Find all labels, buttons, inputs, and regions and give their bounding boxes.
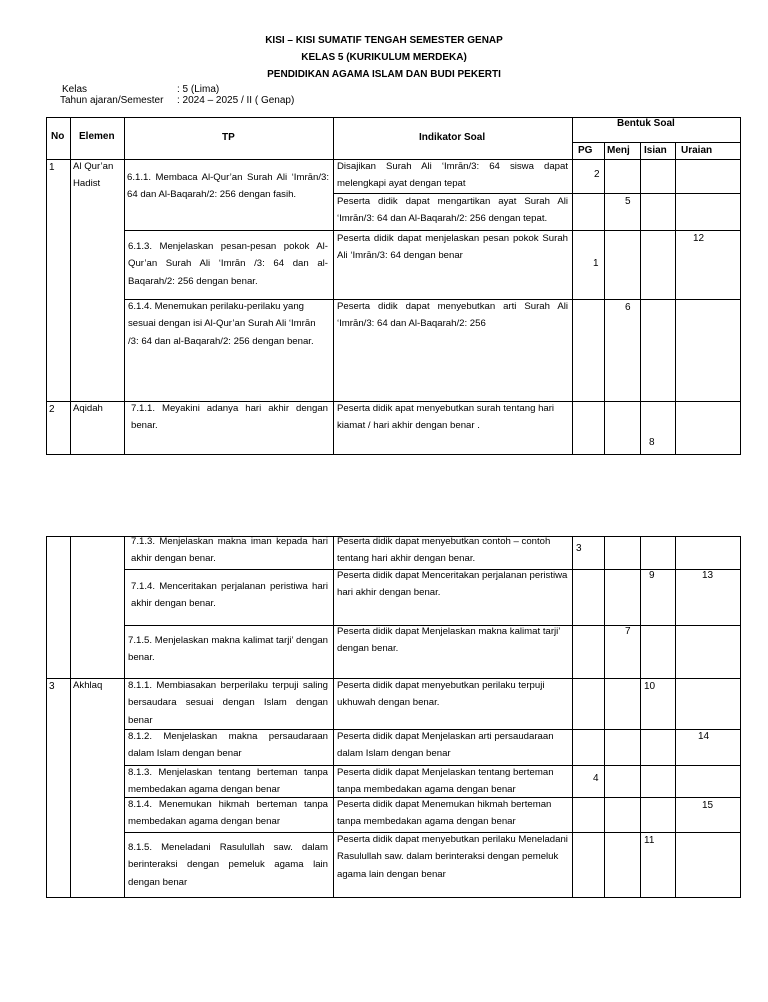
col-header-no: No [51,131,65,142]
tp-cell: 8.1.3. Menjelaskan tentang berteman tanpa membedakan agama dengan benar [128,767,328,796]
row-number: 2 [49,404,55,415]
tahun-label: Tahun ajaran/Semester [60,95,164,106]
indikator-cell: Disajikan Surah Ali ‘Imrān/3: 64 siswa dapat melengkapi ayat dengan tepat [337,161,568,190]
kelas-label: Kelas [62,84,88,95]
indikator-cell: Peserta didik dapat Menemukan hikmah berteman tanpa membedakan agama dengan benar [337,799,552,828]
indikator-cell: Peserta didik dapat Menjelaskan makna kalimat tarji’ dengan benar. [337,626,561,655]
pg-value: 2 [594,169,600,180]
tp-cell: 6.1.3. Menjelaskan pesan-pesan pokok Al-Qur’an Surah Ali ‘Imrān /3: 64 dan al-Baqarah/2: 256 dengan benar. [128,241,328,287]
indikator-cell: Peserta didik dapat mengartikan ayat Surah Ali ‘Imrān/3: 64 dan Al-Baqarah/2: 256 dengan tepat. [337,196,568,225]
indikator-cell: Peserta didik apat menyebutkan surah tentang hari kiamat / hari akhir dengan benar . [337,403,555,432]
kelas-value: : 5 (Lima) [177,84,220,95]
col-header-menj: Menj [607,145,630,156]
row-number: 1 [49,162,55,173]
col-header-isian: Isian [644,145,667,156]
indikator-cell: Peserta didik dapat menjelaskan pesan pokok Surah Ali ‘Imrān/3: 64 dengan benar [337,233,568,262]
pg-value: 3 [576,543,582,554]
tp-cell [127,169,329,204]
isian-value: 9 [649,570,655,581]
col-header-bentuk-soal: Bentuk Soal [617,118,675,129]
col-header-tp: TP [222,132,235,143]
uraian-value: 13 [702,570,714,581]
tp-cell: 7.1.5. Menjelaskan makna kalimat tarji’ dengan benar. [128,635,328,664]
isian-value: 10 [644,681,656,692]
menj-value: 5 [625,196,631,207]
menj-value: 6 [625,302,631,313]
uraian-value: 14 [698,731,710,742]
tp-cell: 6.1.4. Menemukan perilaku-perilaku yang sesuai dengan isi Al-Qur’an Surah Ali ‘Imrān /3: 64 dan al-Baqarah/2: 256 dengan benar. [128,301,316,347]
document-title: KISI – KISI SUMATIF TENGAH SEMESTER GENAP [265,35,503,46]
indikator-cell: Peserta didik dapat menyebutkan contoh – contoh tentang hari akhir dengan benar. [337,536,551,565]
uraian-value: 12 [693,233,705,244]
indikator-cell: Peserta didik dapat menyebutkan perilaku Meneladani Rasulullah saw. dalam berinteraksi dengan pemeluk agama lain dengan benar [337,834,568,880]
document-subtitle-class: KELAS 5 (KURIKULUM MERDEKA) [301,52,467,63]
tahun-value: : 2024 – 2025 / II ( Genap) [177,95,295,106]
indikator-cell: Peserta didik dapat Menjelaskan tentang berteman tanpa membedakan agama dengan benar [337,767,554,796]
document-subtitle-subject: PENDIDIKAN AGAMA ISLAM DAN BUDI PEKERTI [267,69,501,80]
elemen-cell: Al Qur’an Hadist [73,161,114,190]
col-header-uraian: Uraian [681,145,713,156]
menj-value: 7 [625,626,631,637]
uraian-value: 15 [702,800,714,811]
tp-cell: 7.1.3. Menjelaskan makna iman kepada hari akhir dengan benar. [131,536,328,565]
isian-value: 11 [644,835,655,846]
tp-cell: 7.1.1. Meyakini adanya hari akhir dengan benar. [131,403,328,432]
tp-cell: 8.1.2. Menjelaskan makna persaudaraan dalam Islam dengan benar [128,731,328,760]
tp-cell: 8.1.5. Meneladani Rasulullah saw. dalam berinteraksi dengan pemeluk agama lain dengan benar [128,842,328,888]
tp-cell: 7.1.4. Menceritakan perjalanan peristiwa hari akhir dengan benar. [131,581,328,610]
indikator-cell: Peserta didik dapat Menceritakan perjalanan peristiwa hari akhir dengan benar. [337,570,568,599]
pg-value: 1 [593,258,599,269]
isian-value: 8 [649,437,655,448]
tp-cell: 8.1.1. Membiasakan berperilaku terpuji saling bersaudara sesuai dengan Islam dengan benar [128,680,328,726]
indikator-cell: Peserta didik dapat menyebutkan arti Surah Ali ‘Imrān/3: 64 dan Al-Baqarah/2: 256 [337,301,568,330]
elemen-cell: Aqidah [73,403,103,414]
tp-text: 6.1.1. Membaca Al-Qur’an Surah Ali ‘Imrān/3: 64 dan Al-Baqarah/2: 256 dengan fasih. [127,172,329,201]
col-header-indikator: Indikator Soal [419,132,486,143]
row-number: 3 [49,681,55,692]
indikator-cell: Peserta didik dapat menyebutkan perilaku terpuji ukhuwah dengan benar. [337,680,545,709]
elemen-cell: Akhlaq [73,680,103,691]
col-header-pg: PG [578,145,593,156]
indikator-cell: Peserta didik dapat Menjelaskan arti persaudaraan dalam Islam dengan benar [337,731,554,760]
pg-value: 4 [593,773,599,784]
col-header-elemen: Elemen [79,131,115,142]
tp-cell: 8.1.4. Menemukan hikmah berteman tanpa membedakan agama dengan benar [128,799,328,828]
